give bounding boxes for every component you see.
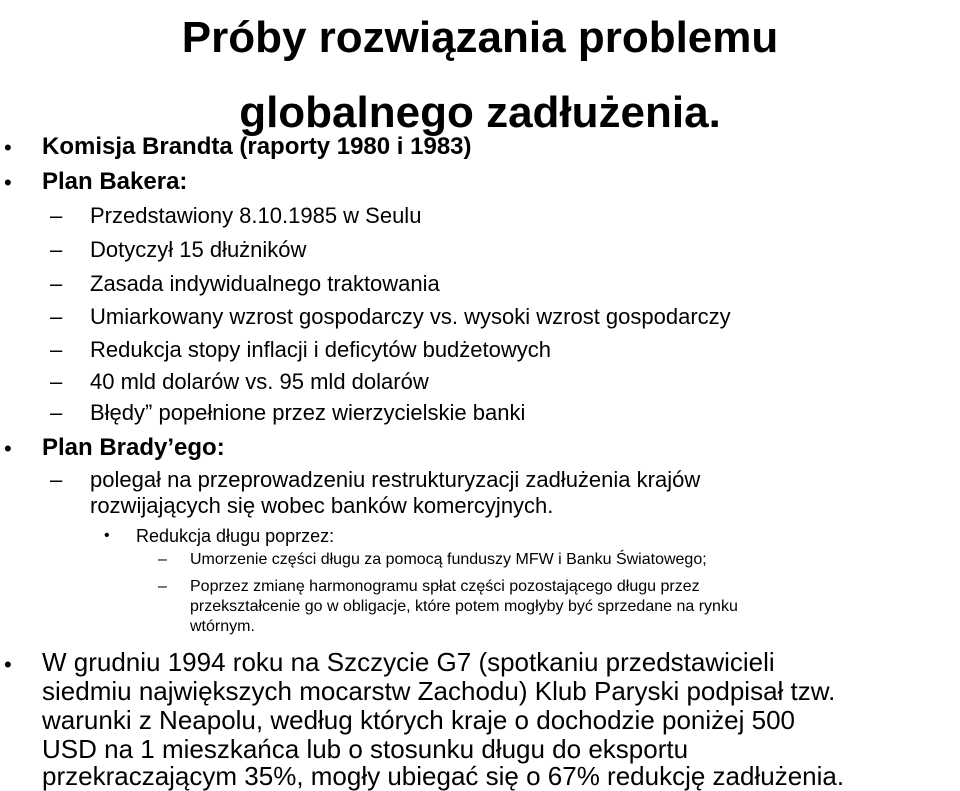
g7-line: USD na 1 mieszkańca lub o stosunku długu do eksportu bbox=[42, 734, 689, 764]
dash-marker: – bbox=[158, 551, 167, 568]
slide-title bbox=[0, 0, 960, 150]
dash-marker: – bbox=[50, 369, 63, 394]
brady-desc-line: rozwijających się wobec banków komercyjnych. bbox=[90, 493, 554, 518]
brady-sub-item: Poprzez zmianę harmonogramu spłat części pozostającego długu przez bbox=[190, 578, 700, 595]
g7-line: W grudniu 1994 roku na Szczycie G7 (spotkaniu przedstawicieli bbox=[42, 647, 775, 677]
bullet-marker: • bbox=[4, 436, 12, 461]
bullet-marker: • bbox=[104, 527, 110, 544]
bullet-marker: • bbox=[4, 135, 12, 160]
dash-marker: – bbox=[50, 400, 63, 425]
bullet-brandt: Komisja Brandta (raporty 1980 i 1983) bbox=[42, 133, 472, 160]
baker-item: 40 mld dolarów vs. 95 mld dolarów bbox=[90, 369, 429, 394]
g7-line: siedmiu największych mocarstw Zachodu) Klub Paryski podpisał tzw. bbox=[42, 676, 836, 706]
baker-item: Umiarkowany wzrost gospodarczy vs. wysoki wzrost gospodarczy bbox=[90, 304, 731, 329]
g7-line: warunki z Neapolu, według których kraje o dochodzie poniżej 500 bbox=[42, 705, 795, 735]
bullet-baker-label: Plan Bakera: bbox=[42, 168, 188, 195]
dash-marker: – bbox=[50, 304, 63, 329]
dash-marker: – bbox=[50, 271, 63, 296]
bullet-brady-label: Plan Brady’ego: bbox=[42, 434, 225, 461]
brady-sub-item: wtórnym. bbox=[190, 618, 255, 635]
brady-sub-label: Redukcja długu poprzez: bbox=[136, 526, 335, 546]
brady-desc-line: polegał na przeprowadzeniu restrukturyzacji zadłużenia krajów bbox=[90, 467, 701, 492]
dash-marker: – bbox=[50, 337, 63, 362]
dash-marker: – bbox=[50, 237, 63, 262]
bullet-marker: • bbox=[4, 652, 12, 677]
dash-marker: – bbox=[50, 203, 63, 228]
baker-item: Przedstawiony 8.10.1985 w Seulu bbox=[90, 203, 422, 228]
brady-sub-item: Umorzenie części długu za pomocą funduszy MFW i Banku Światowego; bbox=[190, 551, 707, 568]
dash-marker: – bbox=[158, 578, 167, 595]
dash-marker: – bbox=[50, 467, 63, 492]
baker-item: Redukcja stopy inflacji i deficytów budżetowych bbox=[90, 337, 552, 362]
baker-item: Dotyczył 15 dłużników bbox=[90, 237, 307, 262]
bullet-marker: • bbox=[4, 170, 12, 195]
title-line-1: Próby rozwiązania problemu bbox=[181, 13, 779, 62]
baker-item: Zasada indywidualnego traktowania bbox=[90, 271, 440, 296]
title-line-2: globalnego zadłużenia. bbox=[239, 88, 721, 137]
g7-line: przekraczającym 35%, mogły ubiegać się o 67% redukcję zadłużenia. bbox=[42, 761, 845, 791]
baker-item: Błędy” popełnione przez wierzycielskie banki bbox=[90, 400, 526, 425]
brady-sub-item: przekształcenie go w obligacje, które potem mogłyby być sprzedane na rynku bbox=[190, 598, 738, 615]
